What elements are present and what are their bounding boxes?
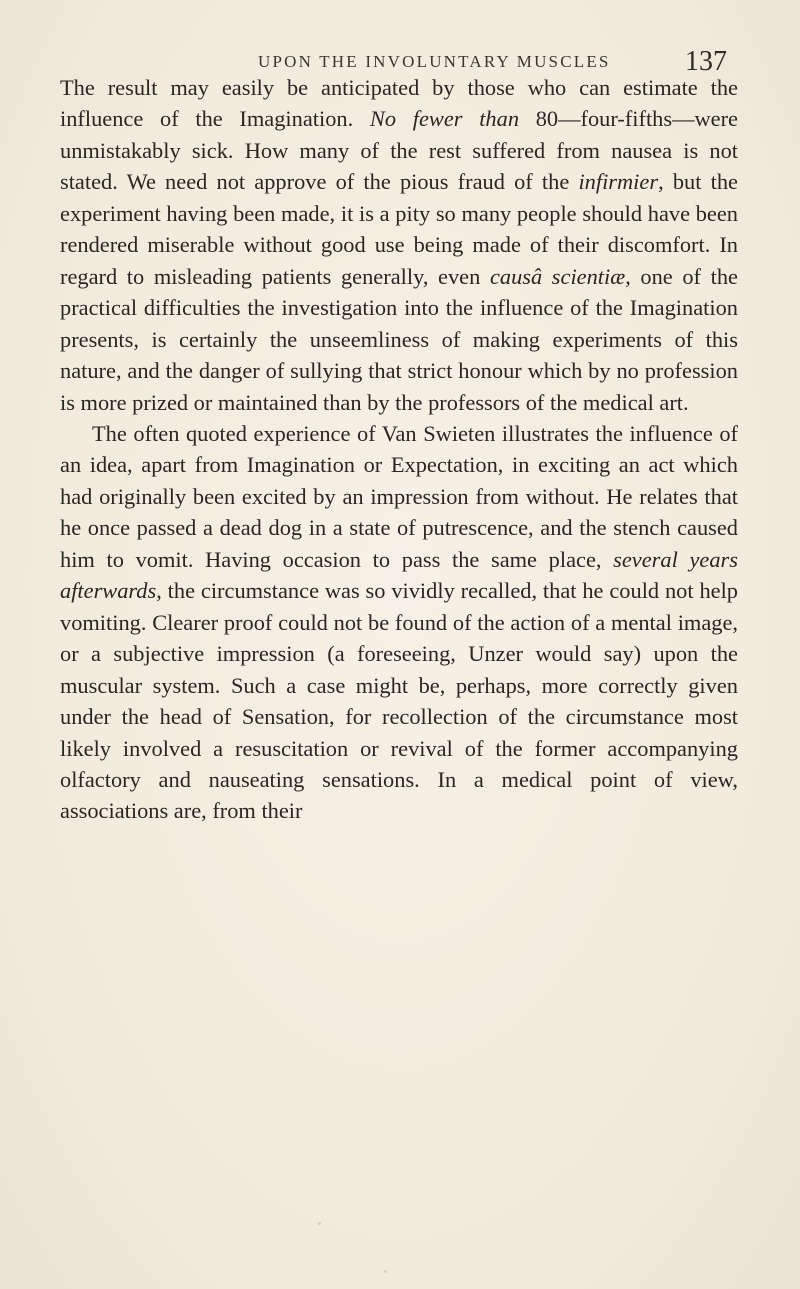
paragraph-1-italic-1: No fewer than <box>369 106 520 132</box>
paragraph-2-text-1: The often quoted experience of Van Swieten illustrates the influence of an idea, apart from Imagination or Expectation, in exciting an act which had originally been excited by an impression from without. He relates that he once passed a dead dog in a state of putrescence, and the stench caused him to vomit. Having occasion to pass the same place, <box>60 420 738 572</box>
paragraph-1-italic-2: infirmier <box>578 169 659 195</box>
body-text <box>60 72 738 827</box>
paper-speck <box>318 1222 321 1225</box>
paragraph-1-text-2: 80—four-fifths—were unmistakably sick. How many of the rest suffered from nausea is not stated. We need not approve of the pious fraud of the <box>60 106 738 195</box>
paragraph-2 <box>60 418 738 827</box>
paragraph-1-text-3: , but the experiment having been made, it is a pity so many people should have been rendered miserable without good use being made of their discomfort. In regard to misleading patients generally, even <box>60 169 738 289</box>
paper-speck <box>384 1270 387 1273</box>
running-title: UPON THE INVOLUNTARY MUSCLES <box>258 52 611 71</box>
page-number: 137 <box>685 46 727 77</box>
paragraph-2-italic-1: several years afterwards <box>60 546 738 604</box>
paragraph-1-italic-3: causâ scientiæ <box>489 263 626 289</box>
paragraph-1 <box>60 72 738 418</box>
paragraph-1-text-1: The result may easily be anticipated by those who can estimate the influence of the Imagination. <box>60 75 738 132</box>
paragraph-1-text-4: , one of the practical difficulties the investigation into the influence of the Imagination presents, is certainly the unseemliness of making experiments of this nature, and the danger of sullying that strict honour which by no profession is more prized or maintained than by the professors of the medical art. <box>60 263 738 415</box>
paragraph-2-text-2: , the circumstance was so vividly recalled, that he could not help vomiting. Clearer proof could not be found of the action of a mental image, or a subjective impression (a foreseeing, Unzer would say) upon the muscular system. Such a case might be, perhaps, more correctly given under the head of Sensation, for recollection of the circumstance most likely involved a resuscitation or revival of the former accompanying olfactory and nauseating sensations. In a medical point of view, associations are, from their <box>60 578 738 824</box>
